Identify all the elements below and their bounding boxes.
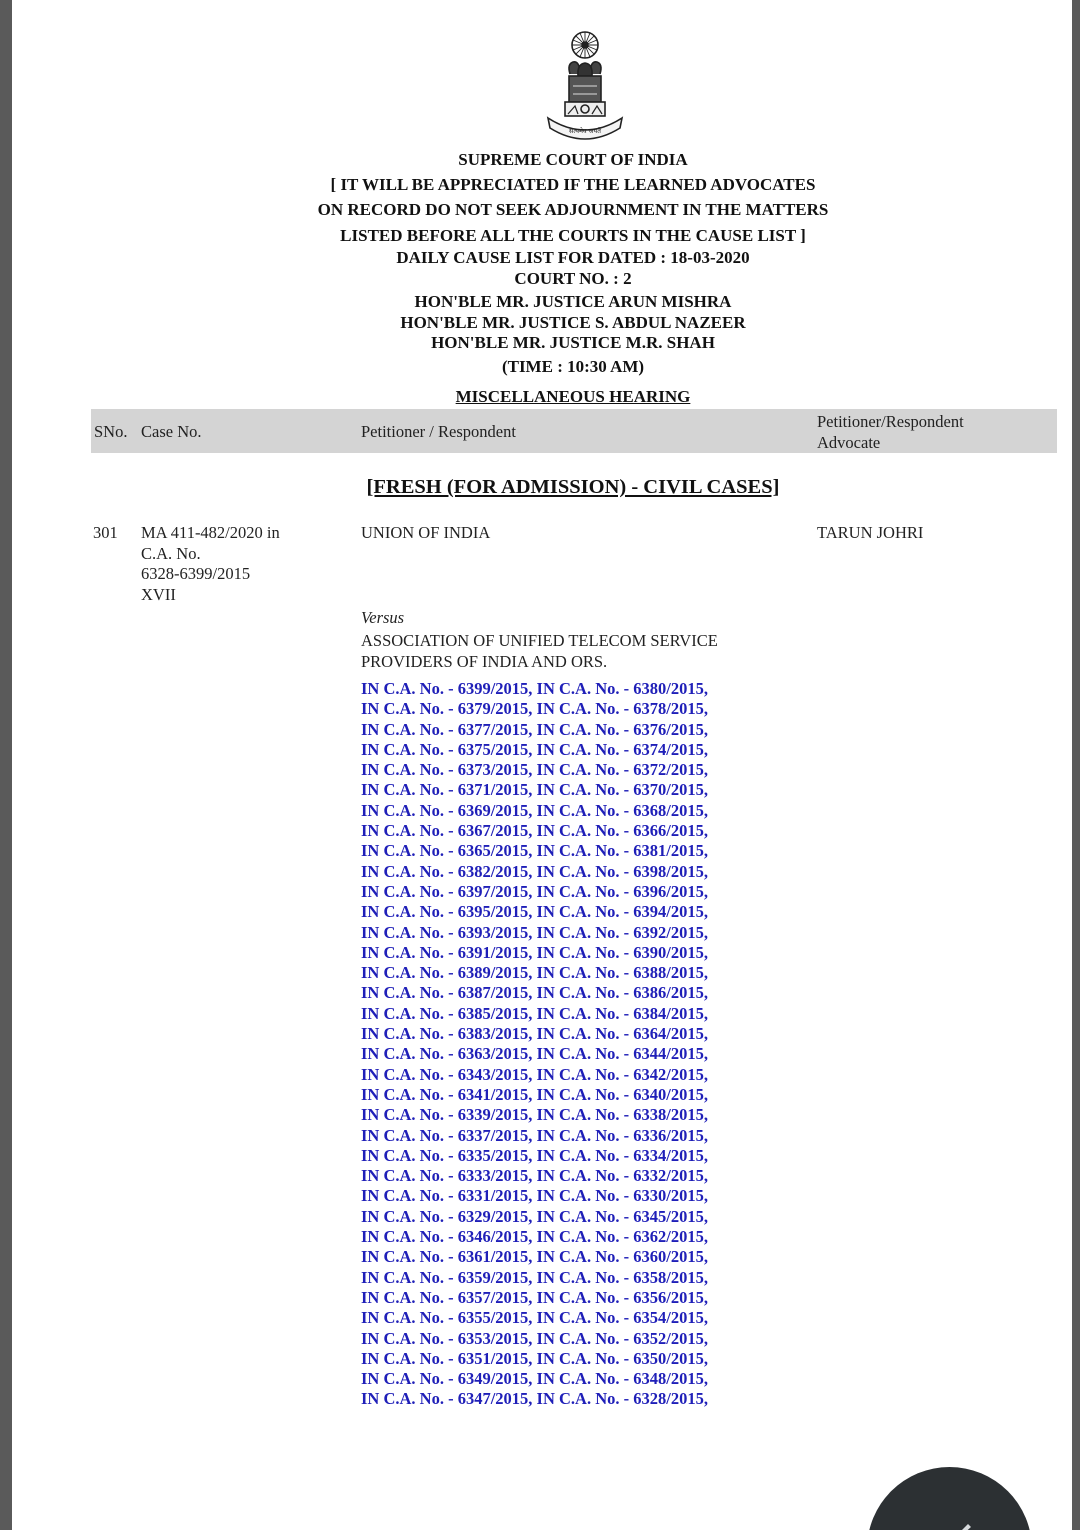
cause-list-date: DAILY CAUSE LIST FOR DATED : 18-03-2020 [396,247,750,267]
linked-case-line: IN C.A. No. - 6339/2015, IN C.A. No. - 6338/2015, [361,1105,708,1125]
linked-case-line: IN C.A. No. - 6399/2015, IN C.A. No. - 6380/2015, [361,679,708,698]
linked-case-line: IN C.A. No. - 6329/2015, IN C.A. No. - 6345/2015, [361,1206,708,1226]
linked-case-line: IN C.A. No. - 6367/2015, IN C.A. No. - 6366/2015, [361,821,708,841]
linked-case-line: IN C.A. No. - 6341/2015, IN C.A. No. - 6340/2015, [361,1084,708,1104]
emblem-motto: सत्यमेव जयते [569,127,601,135]
linked-case-line: IN C.A. No. - 6331/2015, IN C.A. No. - 6330/2015, [361,1186,708,1206]
judge-name: HON'BLE MR. JUSTICE ARUN MISHRA [414,292,732,312]
linked-case-line: IN C.A. No. - 6351/2015, IN C.A. No. - 6350/2015, [361,1348,708,1368]
case-no-line: 6328-6399/2015 [141,564,251,583]
linked-case-line: IN C.A. No. - 6353/2015, IN C.A. No. - 6352/2015, [361,1328,708,1348]
case-no-line: XVII [141,584,176,604]
column-header-band [91,409,1057,453]
column-advocate-line: Advocate [817,433,881,452]
case-no-line: MA 411-482/2020 in [141,523,280,542]
linked-case-line: IN C.A. No. - 6346/2015, IN C.A. No. - 6362/2015, [361,1227,708,1247]
entry-sno: 301 [93,523,118,542]
section-title: [FRESH (FOR ADMISSION) - CIVIL CASES] [366,476,780,498]
linked-case-line: IN C.A. No. - 6335/2015, IN C.A. No. - 6334/2015, [361,1145,708,1165]
linked-case-line: IN C.A. No. - 6393/2015, IN C.A. No. - 6392/2015, [361,922,708,942]
notice-line-3: LISTED BEFORE ALL THE COURTS IN THE CAUSE LIST ] [340,225,806,245]
linked-case-line: IN C.A. No. - 6371/2015, IN C.A. No. - 6370/2015, [361,780,708,800]
entry-advocate: TARUN JOHRI [817,523,924,542]
cause-list-header [12,147,1072,408]
linked-case-line: IN C.A. No. - 6337/2015, IN C.A. No. - 6336/2015, [361,1125,708,1145]
linked-case-line: IN C.A. No. - 6333/2015, IN C.A. No. - 6332/2015, [361,1166,708,1186]
linked-case-line: IN C.A. No. - 6383/2015, IN C.A. No. - 6364/2015, [361,1024,708,1044]
linked-case-line: IN C.A. No. - 6391/2015, IN C.A. No. - 6390/2015, [361,942,708,962]
column-advocate-line: Petitioner/Respondent [817,412,964,431]
linked-case-line: IN C.A. No. - 6375/2015, IN C.A. No. - 6374/2015, [361,739,708,759]
edit-fab-button[interactable] [867,1467,1032,1530]
sitting-time: (TIME : 10:30 AM) [501,356,645,376]
column-case-no: Case No. [141,422,202,441]
hearing-type: MISCELLANEOUS HEARING [455,386,691,406]
linked-case-line: IN C.A. No. - 6363/2015, IN C.A. No. - 6344/2015, [361,1044,708,1064]
linked-case-line: IN C.A. No. - 6389/2015, IN C.A. No. - 6388/2015, [361,963,708,983]
column-advocate [817,411,964,453]
linked-case-line: IN C.A. No. - 6361/2015, IN C.A. No. - 6360/2015, [361,1247,708,1267]
column-petitioner: Petitioner / Respondent [361,422,516,441]
bench-judges [12,292,1072,354]
linked-case-line: IN C.A. No. - 6349/2015, IN C.A. No. - 6348/2015, [361,1369,708,1389]
linked-case-line: IN C.A. No. - 6365/2015, IN C.A. No. - 6381/2015, [361,841,708,861]
linked-cases-list [361,679,708,1410]
linked-case-line: IN C.A. No. - 6379/2015, IN C.A. No. - 6378/2015, [361,699,708,719]
entry-respondent [361,631,781,672]
respondent-line: ASSOCIATION OF UNIFIED TELECOM SERVICE [361,631,718,650]
cause-list-page [12,0,1072,1530]
court-number: COURT NO. : 2 [514,269,632,289]
linked-case-line: IN C.A. No. - 6355/2015, IN C.A. No. - 6354/2015, [361,1308,708,1328]
linked-case-line: IN C.A. No. - 6373/2015, IN C.A. No. - 6372/2015, [361,760,708,780]
edit-pencil-icon [956,1522,974,1530]
linked-case-line: IN C.A. No. - 6359/2015, IN C.A. No. - 6358/2015, [361,1267,708,1287]
judge-name: HON'BLE MR. JUSTICE S. ABDUL NAZEER [400,312,746,332]
court-title: SUPREME COURT OF INDIA [458,150,688,169]
entry-case-no [141,523,341,605]
linked-case-line: IN C.A. No. - 6387/2015, IN C.A. No. - 6386/2015, [361,983,708,1003]
linked-case-line: IN C.A. No. - 6397/2015, IN C.A. No. - 6396/2015, [361,881,708,901]
column-sno: SNo. [94,422,128,441]
linked-case-line: IN C.A. No. - 6343/2015, IN C.A. No. - 6342/2015, [361,1064,708,1084]
judge-name: HON'BLE MR. JUSTICE M.R. SHAH [431,333,715,353]
linked-case-line: IN C.A. No. - 6395/2015, IN C.A. No. - 6394/2015, [361,902,708,922]
linked-case-line: IN C.A. No. - 6382/2015, IN C.A. No. - 6398/2015, [361,861,708,881]
linked-case-line: IN C.A. No. - 6347/2015, IN C.A. No. - 6328/2015, [361,1389,708,1409]
linked-case-line: IN C.A. No. - 6369/2015, IN C.A. No. - 6368/2015, [361,800,708,820]
case-no-line: C.A. No. [141,543,201,563]
national-emblem-icon [540,30,630,142]
notice-line-1: [ IT WILL BE APPRECIATED IF THE LEARNED ADVOCATES [330,175,816,195]
notice-line-2: ON RECORD DO NOT SEEK ADJOURNMENT IN THE MATTERS [317,200,829,220]
entry-petitioner: UNION OF INDIA [361,523,491,542]
linked-case-line: IN C.A. No. - 6357/2015, IN C.A. No. - 6356/2015, [361,1287,708,1307]
respondent-line: PROVIDERS OF INDIA AND ORS. [361,651,608,671]
linked-case-line: IN C.A. No. - 6377/2015, IN C.A. No. - 6376/2015, [361,719,708,739]
linked-case-line: IN C.A. No. - 6385/2015, IN C.A. No. - 6384/2015, [361,1003,708,1023]
versus-label: Versus [361,608,405,627]
